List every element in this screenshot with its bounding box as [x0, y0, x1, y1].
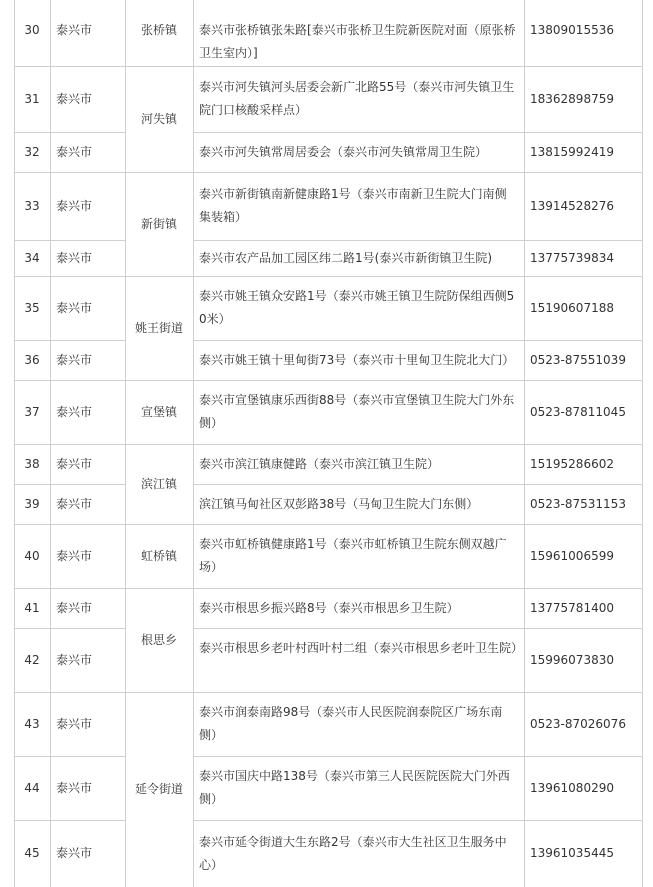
address-cell: 泰兴市农产品加工园区纬二路1号(泰兴市新街镇卫生院)	[199, 251, 493, 265]
phone-cell: 15195286602	[530, 457, 614, 471]
address-cell: 泰兴市河失镇常周居委会（泰兴市河失镇常周卫生院）	[199, 145, 488, 159]
address-cell: 泰兴市河失镇河头居委会新广北路55号（泰兴市河失镇卫生院门口核酸采样点）	[199, 80, 515, 117]
address-cell: 泰兴市虹桥镇健康路1号（泰兴市虹桥镇卫生院东侧双越广场）	[199, 537, 507, 574]
address-cell: 泰兴市姚王镇十里甸街73号（泰兴市十里甸卫生院北大门）	[199, 353, 515, 367]
row-number: 40	[24, 549, 40, 563]
row-number: 35	[24, 301, 40, 315]
phone-cell: 13809015536	[530, 23, 614, 37]
row-number: 33	[24, 199, 40, 213]
phone-cell: 13775739834	[530, 251, 614, 265]
town-cell: 姚王街道	[134, 321, 183, 335]
address-cell: 泰兴市张桥镇张朱路[泰兴市张桥卫生院新医院对面（原张桥卫生室内）]	[199, 23, 516, 60]
city-cell: 泰兴市	[56, 199, 93, 213]
address-cell: 泰兴市国庆中路138号（泰兴市第三人民医院医院大门外西侧）	[199, 769, 510, 806]
address-cell: 滨江镇马甸社区双彭路38号（马甸卫生院大门东侧）	[199, 497, 479, 511]
town-cell: 虹桥镇	[140, 549, 177, 563]
phone-cell: 13961080290	[530, 781, 614, 795]
city-cell: 泰兴市	[56, 497, 93, 511]
phone-cell: 15961006599	[530, 549, 614, 563]
row-number: 38	[24, 457, 40, 471]
city-cell: 泰兴市	[56, 301, 93, 315]
city-cell: 泰兴市	[56, 846, 93, 860]
phone-cell: 18362898759	[530, 92, 614, 106]
row-number: 34	[24, 251, 40, 265]
address-cell: 泰兴市姚王镇众安路1号（泰兴市姚王镇卫生院防保组西侧50米）	[199, 289, 515, 326]
phone-cell: 15190607188	[530, 301, 614, 315]
phone-cell: 0523-87551039	[530, 353, 626, 367]
address-cell: 泰兴市延令街道大生东路2号（泰兴市大生社区卫生服务中心）	[199, 835, 507, 872]
phone-cell: 0523-87026076	[530, 717, 626, 731]
phone-cell: 13815992419	[530, 145, 614, 159]
city-cell: 泰兴市	[56, 92, 93, 106]
city-cell: 泰兴市	[56, 781, 93, 795]
phone-cell: 15996073830	[530, 653, 614, 667]
row-number: 36	[24, 353, 40, 367]
phone-cell: 13775781400	[530, 601, 614, 615]
town-cell: 延令街道	[134, 782, 183, 796]
city-cell: 泰兴市	[56, 457, 93, 471]
row-number: 30	[24, 23, 40, 37]
phone-cell: 0523-87531153	[530, 497, 626, 511]
phone-cell: 0523-87811045	[530, 405, 626, 419]
city-cell: 泰兴市	[56, 145, 93, 159]
row-number: 39	[24, 497, 40, 511]
town-cell: 根思乡	[140, 633, 177, 647]
city-cell: 泰兴市	[56, 549, 93, 563]
town-cell: 滨江镇	[140, 477, 177, 491]
row-number: 31	[24, 92, 40, 106]
town-cell: 新街镇	[140, 217, 177, 231]
row-number: 44	[24, 781, 40, 795]
city-cell: 泰兴市	[56, 251, 93, 265]
town-cell: 张桥镇	[140, 23, 177, 37]
city-cell: 泰兴市	[56, 353, 93, 367]
address-cell: 泰兴市根思乡老叶村西叶村二组（泰兴市根思乡老叶卫生院）	[199, 641, 524, 655]
city-cell: 泰兴市	[56, 601, 93, 615]
city-cell: 泰兴市	[56, 405, 93, 419]
city-cell: 泰兴市	[56, 653, 93, 667]
address-cell: 泰兴市新街镇南新健康路1号（泰兴市南新卫生院大门南侧集装箱）	[199, 187, 507, 224]
row-number: 41	[24, 601, 40, 615]
town-cell: 河失镇	[140, 112, 177, 126]
address-cell: 泰兴市滨江镇康健路（泰兴市滨江镇卫生院）	[199, 457, 440, 471]
row-number: 37	[24, 405, 40, 419]
row-number: 43	[24, 717, 40, 731]
town-cell: 宣堡镇	[140, 405, 177, 419]
address-cell: 泰兴市根思乡振兴路8号（泰兴市根思乡卫生院）	[199, 601, 459, 615]
address-cell: 泰兴市润泰南路98号（泰兴市人民医院润泰院区广场东南侧）	[199, 705, 503, 742]
row-number: 45	[24, 846, 40, 860]
phone-cell: 13914528276	[530, 199, 614, 213]
city-cell: 泰兴市	[56, 23, 93, 37]
phone-cell: 13961035445	[530, 846, 614, 860]
city-cell: 泰兴市	[56, 717, 93, 731]
row-number: 42	[24, 653, 40, 667]
row-number: 32	[24, 145, 40, 159]
address-cell: 泰兴市宣堡镇康乐西街88号（泰兴市宣堡镇卫生院大门外东侧）	[199, 393, 515, 430]
